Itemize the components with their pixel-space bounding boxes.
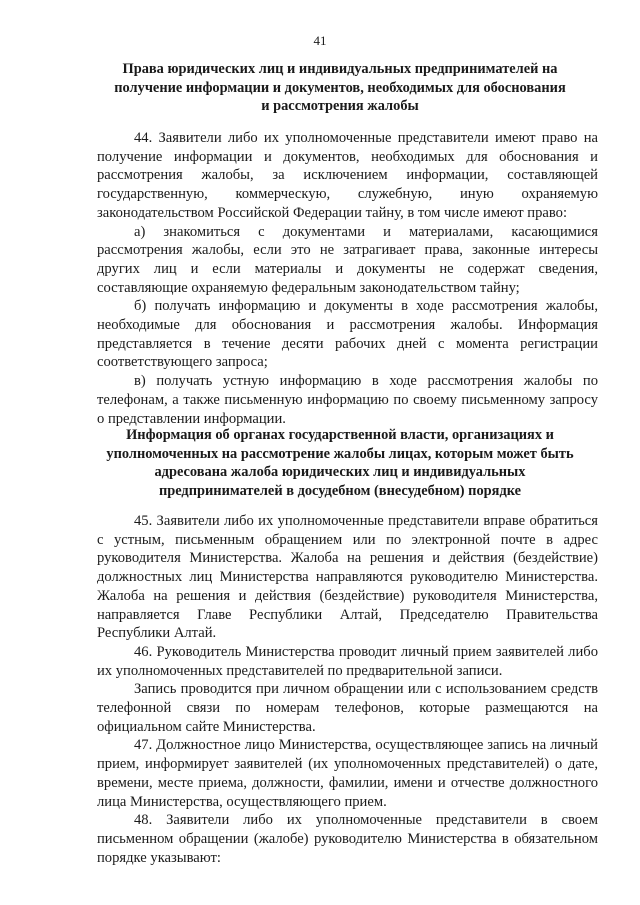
section-body-rights — [97, 129, 598, 428]
section-heading-authorities — [80, 426, 600, 500]
heading-line: уполномоченных на рассмотрение жалобы лицах, которым может быть — [106, 445, 574, 462]
paragraph-45: 45. Заявители либо их уполномоченные представители вправе обратиться с устным, письменным обращением или по электронной почте в адрес руководителя Министерства. Жалоба на решения и действия (бездействие) должностных лиц Министерства направляются руководителю Министерства. Жалоба на решения и действия (бездействие) руководителя Министерства, направляется Главе Республики Алтай, Председателю Правительства Республики Алтай. — [97, 513, 598, 642]
section-body-authorities — [97, 512, 598, 867]
paragraph-46-appointment: Запись проводится при личном обращении или с использованием средств телефонной связи по номерам телефонов, которые размещаются на официальном сайте Министерства. — [97, 681, 598, 735]
heading-line: предпринимателей в досудебном (внесудебном) порядке — [158, 482, 522, 499]
paragraph-48: 48. Заявители либо их уполномоченные представители в своем письменном обращении (жалобе) руководителю Министерства в обязательном порядке указывают: — [97, 812, 598, 866]
page-number: 41 — [313, 33, 327, 48]
heading-line: и рассмотрения жалобы — [261, 98, 419, 114]
heading-line: Информация об органах государственной власти, организациях и — [126, 427, 554, 443]
heading-line: получение информации и документов, необходимых для обоснования — [114, 79, 566, 96]
paragraph-44-a: а) знакомиться с документами и материалами, касающимися рассмотрения жалобы, если это не затрагивает права, законные интересы других лиц и если материалы и документы не содержат сведения, составляющие охраняемую федеральным законодательством тайну; — [97, 223, 598, 296]
paragraph-44: 44. Заявители либо их уполномоченные представители имеют право на получение информации и документов, необходимых для обоснования и рассмотрения жалобы, за исключением информации, составляющей государственную, коммерческую, служебную, иную охраняемую законодательством Российской Федерации тайну, в том числе имеют право: — [97, 130, 598, 221]
paragraph-46: 46. Руководитель Министерства проводит личный прием заявителей либо их уполномоченных представителей по предварительной записи. — [97, 643, 598, 679]
paragraph-44-v: в) получать устную информацию в ходе рассмотрения жалобы по телефонам, а также письменную информацию по своему письменному запросу о представлении информации. — [97, 373, 598, 427]
heading-line: Права юридических лиц и индивидуальных предпринимателей на — [122, 61, 558, 77]
heading-line: адресована жалоба юридических лиц и индивидуальных — [154, 464, 526, 480]
paragraph-44-b: б) получать информацию и документы в ходе рассмотрения жалобы, необходимые для обоснования и рассмотрения жалобы. Информация представляется в течение десяти рабочих дней с момента регистрации соответствующего запроса; — [97, 298, 598, 371]
paragraph-47: 47. Должностное лицо Министерства, осуществляющее запись на личный прием, информирует заявителей (их уполномоченных представителей) о дате, времени, месте приема, должности, фамилии, имени и отчестве должностного лица Министерства, осуществляющего прием. — [97, 737, 598, 810]
section-heading-rights — [80, 60, 600, 116]
